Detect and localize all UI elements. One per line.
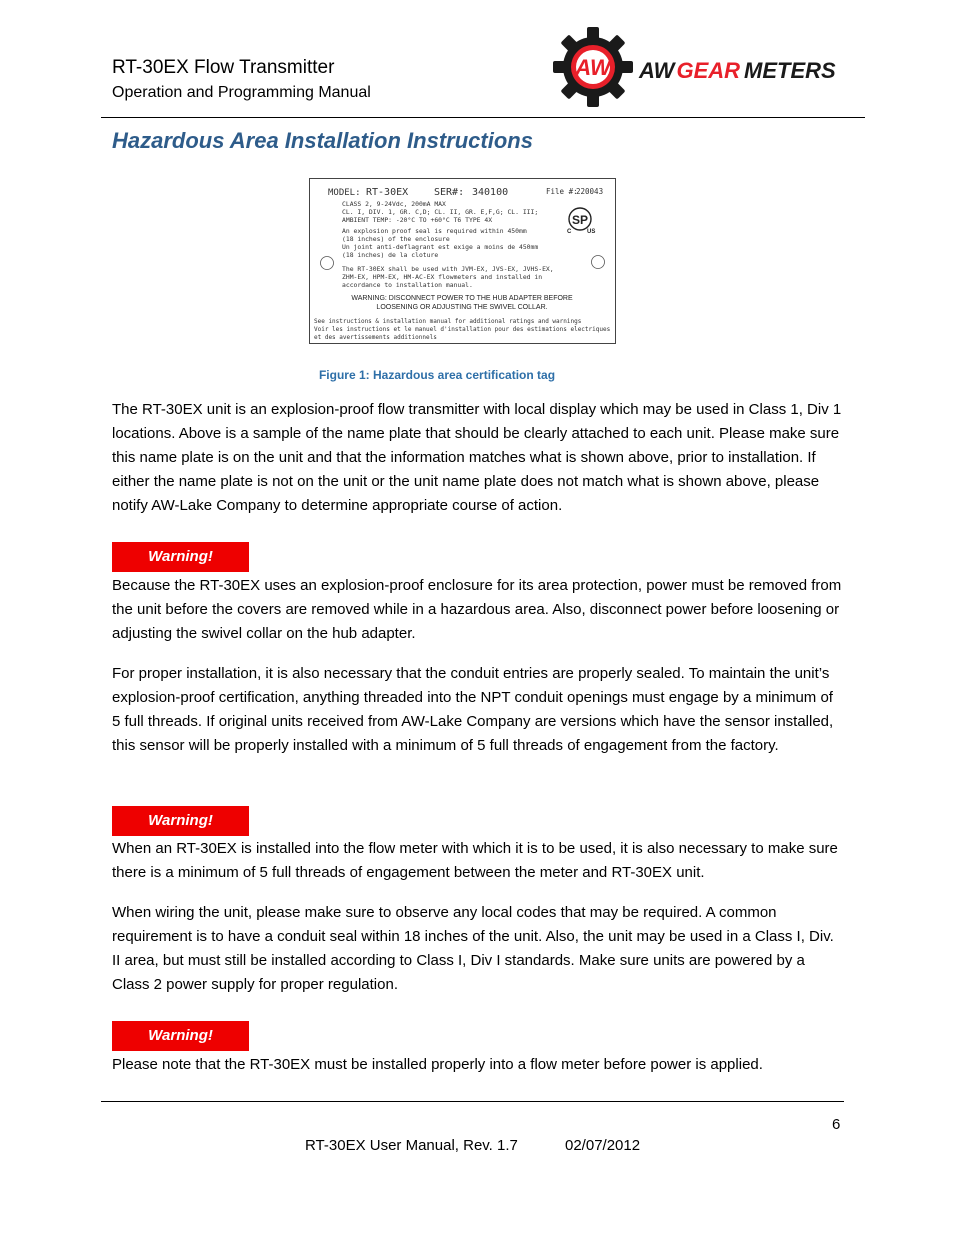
logo-brand-gear: GEAR	[676, 58, 741, 83]
tag-file-label: File #:	[546, 187, 578, 196]
tag-bottom-line: et des avertissements additionnels	[314, 334, 437, 341]
tag-line: An explosion proof seal is required within 450mm	[342, 227, 527, 235]
document-subtitle: Operation and Programming Manual	[112, 84, 371, 101]
footer-doc-ref: RT-30EX User Manual, Rev. 1.7	[305, 1137, 518, 1154]
logo-monogram: AW	[575, 55, 611, 80]
csa-mark-text: SP	[571, 213, 589, 227]
mounting-hole-icon	[321, 257, 334, 270]
csa-certification-icon	[567, 208, 595, 235]
warning-badge: Warning!	[112, 806, 249, 836]
mounting-hole-icon	[592, 256, 605, 269]
figure-caption: Figure 1: Hazardous area certification tag	[318, 368, 556, 382]
tag-model-label: MODEL:	[328, 188, 361, 198]
tag-line: (18 inches) de la cloture	[342, 251, 439, 259]
footer-date: 02/07/2012	[565, 1137, 641, 1154]
tag-ser-value: 340100	[472, 187, 509, 198]
paragraph-conduit: For proper installation, it is also necessary that the conduit entries are properly sealed. To maintain the unit’s explosion-proof certification, anything threaded into the NPT conduit openings must engage by a minimum of 5 full threads. If original units received from AW-Lake Company are versions which have the sensor installed, this sensor will be properly installed with a minimum of 5 full threads of engagement from the factory.	[112, 665, 834, 754]
tag-line: CLASS 2, 9-24Vdc, 200mA MAX	[342, 200, 446, 208]
aw-gear-meters-logo	[553, 26, 843, 108]
warning-badge: Warning!	[112, 542, 249, 572]
tag-bottom-line: Voir les instructions et le manuel d'installation pour des estimations electriques	[314, 326, 611, 333]
paragraph-power-note: Please note that the RT-30EX must be installed properly into a flow meter before power is applied.	[112, 1056, 763, 1073]
paragraph-thread-engagement: When an RT-30EX is installed into the flow meter with which it is to be used, it is also necessary to make sure there is a minimum of 5 full threads of engagement between the meter and RT-30EX unit.	[112, 840, 838, 881]
certification-tag-figure	[309, 178, 616, 344]
tag-line: CL. I, DIV. 1, GR. C,D; CL. II, GR. E,F,G; CL. III;	[342, 208, 539, 216]
tag-warning-line: LOOSENING OR ADJUSTING THE SWIVEL COLLAR.	[376, 304, 548, 311]
paragraph-power-warning: Because the RT-30EX uses an explosion-proof enclosure for its area protection, power must be removed from the unit before the covers are removed while in a hazardous area. Also, disconnect power before loosening or adjusting the swivel collar on the hub adapter.	[112, 577, 842, 642]
header-divider	[101, 117, 865, 118]
tag-line: (18 inches) of the enclosure	[342, 235, 450, 243]
footer-divider	[101, 1101, 844, 1102]
tag-line: ZHM-EX, HPM-EX, HM-AC-EX flowmeters and installed in	[342, 273, 543, 281]
logo-brand-aw: AW	[639, 58, 675, 83]
paragraph-intro: The RT-30EX unit is an explosion-proof flow transmitter with local display which may be used in Class 1, Div 1 locations. Above is a sample of the name plate that should be clearly attached to each unit. Please make sure this name plate is on the unit and that the information matches what is shown above, prior to installation. If either the name plate is not on the unit or the unit name plate does not match what is shown above, please notify AW-Lake Company to determine appropriate course of action.	[112, 401, 842, 514]
page-number: 6	[832, 1116, 841, 1133]
tag-line: Un joint anti-deflagrant est exige a moins de 450mm	[342, 243, 539, 251]
tag-file-value: 220043	[576, 187, 604, 196]
logo-brand-meters: METERS	[744, 58, 836, 83]
tag-line: AMBIENT TEMP: -20°C TO +60°C T6 TYPE 4X	[342, 216, 493, 224]
csa-us-text: US	[587, 229, 596, 235]
svg-text:AWGEARMETERS	[638, 58, 836, 83]
paragraph-wiring: When wiring the unit, please make sure to observe any local codes that may be required. A common requirement is to have a conduit seal within 18 inches of the unit. Also, the unit may be used in a Class I, Div. II area, but must still be installed according to Class I, Div I standards. Make sure units are powered by a Class 2 power supply for proper regulation.	[112, 904, 834, 993]
document-title: RT-30EX Flow Transmitter	[112, 57, 335, 78]
tag-line: accordance to installation manual.	[342, 281, 473, 289]
gear-icon	[553, 27, 633, 107]
csa-c-text: C	[567, 229, 572, 235]
section-heading: Hazardous Area Installation Instructions	[112, 128, 533, 153]
tag-model-value: RT-30EX	[366, 187, 409, 198]
tag-line: The RT-30EX shall be used with JVM-EX, JVS-EX, JVHS-EX,	[342, 265, 554, 273]
warning-badge: Warning!	[112, 1021, 249, 1051]
tag-bottom-line: See instructions & installation manual for additional ratings and warnings	[314, 318, 582, 325]
tag-warning-line: WARNING: DISCONNECT POWER TO THE HUB ADAPTER BEFORE	[351, 295, 573, 302]
tag-ser-label: SER#:	[434, 187, 465, 198]
